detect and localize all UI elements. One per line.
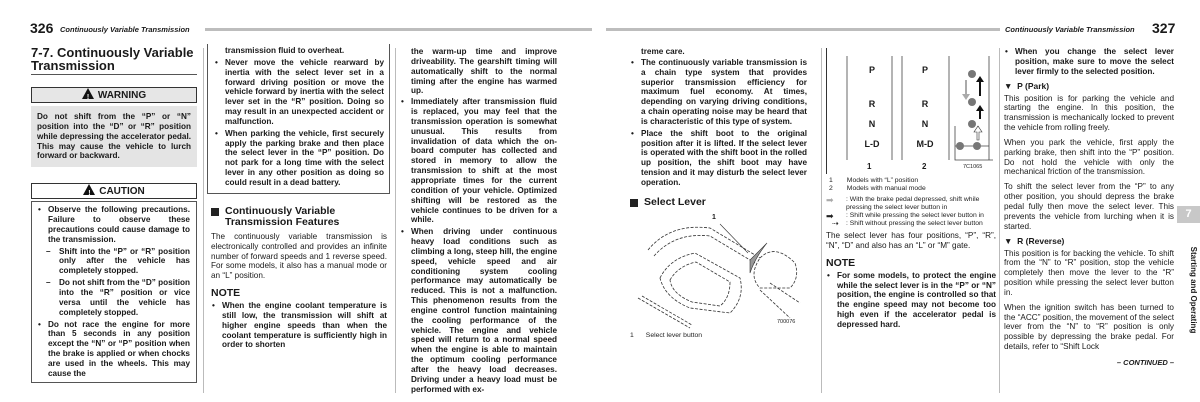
triangle-bullet-icon: ▼ xyxy=(1004,235,1018,246)
figure-code: 7C1065 xyxy=(963,164,983,170)
gray-arrow-icon xyxy=(962,80,970,100)
chapter-tab-label: Starting and Operating xyxy=(1189,246,1198,334)
caution-icon: ! xyxy=(83,184,95,195)
caution-box-continued xyxy=(207,44,390,194)
park-heading-text: P (Park) xyxy=(1017,80,1050,91)
gate-label: 2 xyxy=(922,162,927,171)
park-paragraph: When you park the vehicle, first apply the parking brake, then shift into the “P” position. Do not hold the vehicle with only the mechanical friction of the transmission. xyxy=(1004,137,1174,177)
chapter-tab[interactable]: 7 xyxy=(1177,206,1200,223)
park-paragraph: To shift the select lever from the “P” to any other position, you should depress the brake pedal fully then move the select lever. This prevents the vehicle from lurching when it is started. xyxy=(1004,182,1174,231)
left-column-1 xyxy=(31,46,197,383)
note-item: • Place the shift boot to the original position after it is lifted. If the select lever is operated with the shift boot in the rolled up position, the shift boot may have tension and it may disturb the select lever operation. xyxy=(630,129,807,188)
note-item-continued: treme care. xyxy=(641,47,685,56)
black-arrow-icon: ➡ xyxy=(826,211,834,221)
right-column-2 xyxy=(826,48,996,332)
caution-item: • Never move the vehicle rearward by inertia with the select lever set in a forward driving position or move the vehicle forward by inertia with the select lever set in the “R” position. Doing so may result in an unexpected accident or malfunction. xyxy=(214,58,384,127)
features-heading-text: Continuously Variable Transmission Features xyxy=(225,204,340,228)
gate-position: N xyxy=(921,119,929,129)
arrow-legend-text: : Shift without pressing the select lever button xyxy=(846,220,983,227)
reverse-paragraph: When the ignition switch has been turned to the “ACC” position, the movement of the select lever from the “N” to “R” position is only possible by depressing the brake pedal. For details, refer to “Shift Lock xyxy=(1004,302,1174,352)
caution-box xyxy=(31,201,197,382)
legend-text: Models with manual mode xyxy=(846,185,926,192)
caution-header xyxy=(31,183,197,199)
gate-1-positions xyxy=(857,60,887,154)
running-title-left: Continuously Variable Transmission xyxy=(60,25,190,34)
gate-position: R xyxy=(868,99,876,109)
running-title-right: Continuously Variable Transmission xyxy=(1005,25,1135,34)
black-arrow-icon xyxy=(976,76,984,96)
shift-legend xyxy=(826,177,996,228)
figure-callout: 1 xyxy=(712,213,716,221)
note-item: • For some models, to protect the engine while the select lever is in the “P” or “N” position, the engine is controlled so that the engine speed may not become too high even if the accelerator pedal is depressed hard. xyxy=(826,271,996,330)
caution-subitem: – Shift into the “P” or “R” position only after the vehicle has completely stopped. xyxy=(37,247,190,277)
features-text: The continuously variable transmission is electronically controlled and provides an infinite number of forward speeds and 1 reverse speed. For some models, it also has a manual mode or an “L” position. xyxy=(211,231,387,281)
select-lever-heading-text: Select Lever xyxy=(644,195,706,208)
legend-number: 2 xyxy=(829,185,833,192)
reverse-heading-text: R (Reverse) xyxy=(1017,235,1065,246)
caption-text: Select lever button xyxy=(645,331,703,339)
square-bullet-icon xyxy=(211,208,219,216)
caution-item-continued: transmission fluid to overheat. xyxy=(225,46,345,55)
gate-label: 1 xyxy=(867,162,872,171)
reverse-heading xyxy=(1004,236,1174,246)
column-divider xyxy=(999,48,1000,393)
header-rule-right xyxy=(606,28,1000,31)
caption-number: 1 xyxy=(630,331,634,339)
note-item: • When you change the select lever position, make sure to move the select lever firmly to the selected position. xyxy=(1004,47,1174,77)
gate-position: L-D xyxy=(864,139,880,149)
select-lever-figure xyxy=(630,214,807,328)
warning-label: WARNING xyxy=(97,90,147,101)
right-column-3 xyxy=(1004,47,1174,367)
arrow-legend-text: : With the brake pedal depressed, shift while pressing the select lever button in xyxy=(846,196,980,211)
positions-text: The select lever has four positions, “P”, “R”, “N”, “D” and also has an “L” or “M” gate. xyxy=(826,231,996,250)
caution-label: CAUTION xyxy=(99,186,145,198)
reverse-paragraph: This position is for backing the vehicle. To shift from the “N” to “R” position, stop the vehicle completely then move the lever to the “R” position while pressing the select lever button in. xyxy=(1004,248,1174,297)
right-column-1 xyxy=(630,47,807,340)
select-lever-illustration xyxy=(630,218,807,332)
gate-position: N xyxy=(868,119,876,129)
gate-position: M-D xyxy=(916,139,934,149)
gate-position: R xyxy=(921,99,929,109)
gate-position: P xyxy=(868,65,875,75)
left-column-3 xyxy=(400,47,557,397)
caution-item: • Observe the following precautions. Failure to observe these precautions could cause damage to the transmission. xyxy=(37,205,190,244)
left-column-2 xyxy=(207,44,390,352)
column-divider xyxy=(203,48,204,393)
arrow-legend-text: : Shift while pressing the select lever button in xyxy=(846,212,984,219)
page-number-left: 326 xyxy=(30,20,54,36)
note-label: NOTE xyxy=(211,287,241,300)
page-number-right: 327 xyxy=(1152,20,1176,36)
gate-2-positions xyxy=(907,60,943,154)
gray-arrow-icon: ➡ xyxy=(826,195,834,205)
square-bullet-icon xyxy=(630,199,638,207)
figure-code: 700076 xyxy=(777,318,796,325)
warning-text: Do not shift from the “P” or “N” position into the “D” or “R” position while depressing the accelerator pedal. This may cause the vehicle to lurch forward or backward. xyxy=(31,106,197,167)
section-title: 7-7. Continuously Variable Transmission xyxy=(31,46,197,75)
warning-header xyxy=(31,87,197,103)
caution-item: • When parking the vehicle, first securely apply the parking brake and then place the select lever in the “P” position. Do not park for a long time with the select lever in any other position as doing so could result in a dead battery. xyxy=(214,129,384,188)
note-item: • The continuously variable transmission is a chain type system that provides superior transmission efficiency for maximum fuel economy. At times, depending on varying driving conditions, a chain operating noise may be heard that is characteristic of this type of system. xyxy=(630,58,807,127)
caution-item: • Do not race the engine for more than 5 seconds in any position except the “N” or “P” position when the brake is applied or when chocks are used in the wheels. This may cause the xyxy=(37,320,190,379)
park-paragraph: This position is for parking the vehicle and starting the engine. In this position, the transmission is mechanically locked to prevent the vehicle from rolling freely. xyxy=(1004,93,1174,133)
legend-text: Models with “L” position xyxy=(846,177,919,184)
features-heading xyxy=(211,206,387,228)
park-heading xyxy=(1004,81,1174,91)
note-item: • When driving under continuous heavy load conditions such as climbing a long, steep hill, the engine speed, vehicle speed and air conditioning system cooling performance may automatically be reduced. This is not a malfunction. This phenomenon results from the engine control function maintaining the cooling performance of the vehicle. The engine and vehicle speed will return to a normal speed when the engine is able to maintain the optimum cooling performance after the heavy load decreases. Driving under a heavy load must be performed with ex- xyxy=(400,227,557,394)
header-rule-left xyxy=(205,28,592,31)
figure-caption xyxy=(630,332,807,340)
triangle-bullet-icon: ▼ xyxy=(1004,80,1018,91)
legend-number: 1 xyxy=(829,177,833,184)
select-lever-heading xyxy=(630,197,807,208)
gate-position: P xyxy=(921,65,928,75)
note-label: NOTE xyxy=(826,256,856,269)
note-item: • When the engine coolant temperature is still low, the transmission will shift at higher engine speeds than when the coolant temperature is sufficiently high in order to shorten xyxy=(211,301,387,350)
column-divider xyxy=(395,48,396,393)
note-item-continued: the warm-up time and improve driveability. The gearshift timing will automatically shift to the normal timing after the engine has warmed up. xyxy=(411,47,557,96)
caution-subitem: – Do not shift from the “D” position into the “R” position or vice versa until the vehicle has completely stopped. xyxy=(37,278,190,317)
column-divider xyxy=(821,48,822,393)
continued-label: – CONTINUED – xyxy=(1116,357,1174,367)
outline-arrow-icon: ⇢ xyxy=(832,219,839,228)
warning-icon: ! xyxy=(82,88,94,99)
note-item: • Immediately after transmission fluid is replaced, you may feel that the transmission operation is somewhat unusual. This results from invalidation of data which the on-board computer has collected and stored in memory to allow the transmission to shift at the most appropriate times for the current condition of your vehicle. Optimized shifting will be restored as the vehicle continues to be driven for a while. xyxy=(400,97,557,225)
shift-pattern-figure xyxy=(826,48,996,174)
